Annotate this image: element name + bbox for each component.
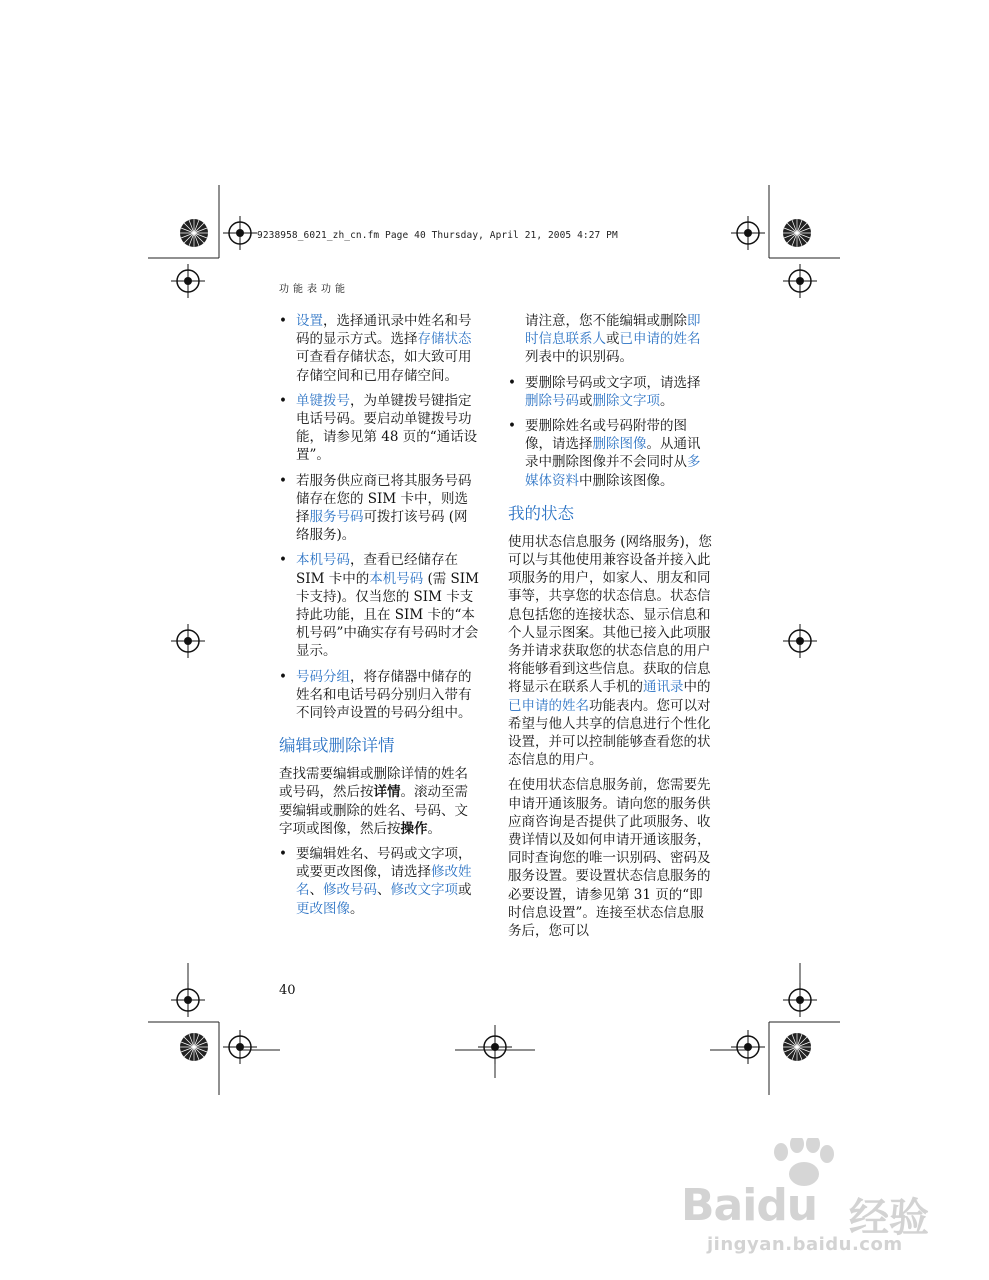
- list-item-text: [296, 552, 479, 659]
- menu-reference: 多媒体资料: [525, 454, 701, 489]
- edit-delete-paragraph: [279, 765, 479, 838]
- text-run: ，查看已经储存在 SIM 卡中的: [296, 552, 458, 587]
- delete-list: [508, 374, 713, 490]
- text-run: (需 SIM 卡支持)。仅当您的 SIM 卡支持此功能，且在 SIM 卡的“本机号码”中确实存有号码时才会显示。: [296, 570, 479, 660]
- bullet: •: [279, 668, 287, 685]
- text-run: 可拨打该号码 (网络服务)。: [296, 509, 468, 544]
- text-run: ，为单键拨号键指定电话号码。要启动单键拨号功能，请参见第 48 页的“通话设置”。: [296, 392, 478, 464]
- text-run: 或: [458, 882, 472, 899]
- text-run: 、: [377, 882, 391, 899]
- list-item-text: [296, 393, 477, 464]
- key-label: 详情: [373, 784, 401, 801]
- list-item: [279, 392, 479, 465]
- text-run: ，选择通讯录中姓名和号码的显示方式。选择: [296, 313, 472, 348]
- continuation-paragraph: [508, 312, 713, 367]
- menu-reference: 修改姓名: [296, 864, 472, 899]
- bullet: •: [508, 418, 516, 435]
- edit-list: [279, 845, 479, 918]
- text-run: 要编辑姓名、号码或文字项，或要更改图像，请选择: [296, 846, 472, 881]
- bullet: •: [279, 846, 287, 863]
- text-run: 中删除该图像。: [579, 472, 674, 489]
- text-run: 在使用状态信息服务前，您需要先申请开通该服务。请向您的服务供应商咨询是否提供了此项服务、收费详情以及如何申请开通该服务，同时查询您的唯一识别码、密码及服务设置。要设置状态信息服务的必要设置，请参见第 31 页的“即时信息设置”。连接至状态信息服务后，您可以: [508, 777, 711, 940]
- list-item-text: [296, 846, 472, 917]
- list-item-text: [296, 669, 472, 721]
- menu-reference: 存储状态: [417, 331, 472, 348]
- menu-reference: 删除图像: [592, 436, 647, 453]
- text-run: 查找需要编辑或删除详情的姓名或号码，然后按: [279, 766, 468, 801]
- watermark-url: jingyan.baidu.com: [707, 1234, 903, 1255]
- bullet: •: [508, 374, 516, 391]
- menu-reference: 通讯录: [643, 679, 684, 696]
- menu-reference: 修改文字项: [390, 882, 458, 899]
- menu-reference: 本机号码: [369, 570, 424, 587]
- list-item: [279, 668, 479, 723]
- menu-reference: 服务号码: [309, 509, 364, 526]
- text-run: 若服务供应商已将其服务号码储存在您的 SIM 卡中，则选择: [296, 472, 472, 526]
- text-run: 。: [660, 392, 674, 409]
- text-run: 功能表内。您可以对希望与他人共享的信息进行个性化设置，并可以控制能够查看您的状态信息的用户。: [508, 697, 711, 769]
- text-run: 。: [350, 900, 364, 917]
- bullet: •: [279, 313, 287, 329]
- menu-reference: 删除文字项: [592, 392, 660, 409]
- menu-reference: 即时信息联系人: [525, 313, 701, 348]
- list-item: [279, 472, 479, 545]
- list-item: [508, 417, 713, 490]
- text-run: 或: [579, 392, 593, 409]
- text-run: 或: [606, 331, 620, 348]
- left-column: [279, 312, 479, 925]
- list-item-text: [525, 375, 701, 409]
- text-run: 、: [309, 882, 323, 899]
- list-item-text: [296, 473, 472, 544]
- text-run: 要删除姓名或号码附带的图像，请选择: [525, 418, 687, 453]
- menu-reference: 设置: [296, 313, 323, 329]
- bullet: •: [279, 392, 287, 409]
- settings-list: [279, 312, 479, 722]
- presence-paragraph-2: [508, 776, 713, 940]
- baidu-jingyan-watermark: [671, 1138, 971, 1256]
- text-run: 列表中的识别码。: [525, 349, 633, 366]
- menu-reference: 已申请的姓名: [508, 697, 589, 714]
- text-run: 可查看存储状态，如大致可用存储空间和已用存储空间。: [296, 349, 472, 384]
- text-run: ，将存储器中储存的姓名和电话号码分别归入带有不同铃声设置的号码分组中。: [296, 668, 472, 722]
- text-run: 请注意，您不能编辑或删除: [525, 313, 687, 329]
- key-label: 操作: [400, 820, 428, 837]
- right-column: [508, 312, 713, 947]
- text-run: 中的: [683, 679, 711, 696]
- watermark-brand: Baidu: [681, 1180, 818, 1231]
- list-item-text: [296, 313, 472, 384]
- menu-reference: 号码分组: [296, 668, 350, 685]
- menu-reference: 已申请的姓名: [619, 331, 701, 348]
- presence-paragraph-1: [508, 533, 713, 770]
- list-item: [508, 374, 713, 410]
- text-run: 。从通讯录中删除图像并不会同时从: [525, 436, 701, 471]
- watermark-cn: 经验: [849, 1195, 929, 1241]
- bullet: •: [279, 552, 287, 569]
- text-run: 使用状态信息服务 (网络服务)，您可以与其他使用兼容设备并接入此项服务的用户，如家人、朋友和同事等，共享您的状态信息。状态信息包括您的连接状态、显示信息和个人显示图案。其他已接入此项服务并请求获取您的状态信息的用户将能够看到这些信息。获取的信息将显示在联系人手机的: [508, 533, 712, 696]
- menu-reference: 本机号码: [296, 552, 350, 569]
- list-item: [279, 312, 479, 385]
- list-item-text: [525, 418, 701, 489]
- menu-reference: 单键拨号: [296, 392, 350, 409]
- menu-reference: 删除号码: [525, 392, 579, 409]
- section-heading-edit-delete: 编辑或删除详情: [279, 736, 395, 756]
- menu-reference: 修改号码: [323, 882, 377, 899]
- bullet: •: [279, 472, 287, 489]
- section-heading-my-presence: 我的状态: [508, 503, 574, 523]
- running-head: 功能表功能: [279, 284, 349, 295]
- file-header: 9238958_6021_zh_cn.fm Page 40 Thursday, April 21, 2005 4:27 PM: [257, 230, 618, 241]
- page-number: 40: [279, 983, 296, 998]
- menu-reference: 更改图像: [296, 900, 350, 917]
- text-run: 。: [427, 820, 441, 837]
- text-run: 。滚动至需要编辑或删除的姓名、号码、文字项或图像，然后按: [279, 784, 468, 837]
- list-item: [279, 551, 479, 660]
- text-run: 要删除号码或文字项，请选择: [525, 374, 701, 391]
- list-item: [279, 845, 479, 918]
